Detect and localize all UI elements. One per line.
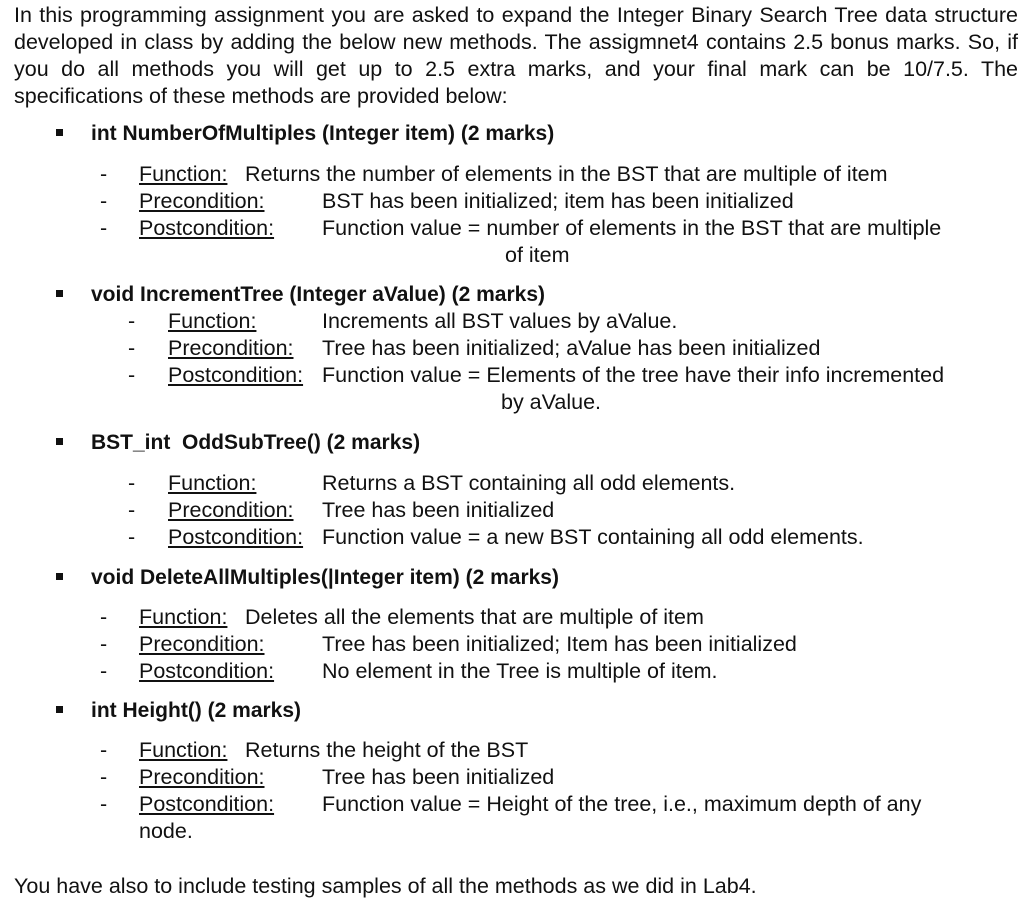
method-header [0, 281, 1024, 308]
list-dash: - [100, 632, 108, 656]
method-title: int NumberOfMultiples (Integer item) (2 marks) [91, 122, 555, 145]
method-header [0, 697, 1024, 724]
precondition-label: Precondition: [168, 498, 294, 522]
postcondition-row [0, 524, 1024, 551]
precondition-row [0, 497, 1024, 524]
precondition-row [0, 188, 1024, 215]
function-label: Function: [139, 162, 228, 186]
precondition-value: BST has been initialized; item has been initialized [322, 189, 794, 213]
function-row [0, 470, 1024, 497]
postcondition-value: Function value = number of elements in the BST that are multiple [322, 216, 942, 240]
list-dash: - [100, 792, 108, 816]
method-title: void IncrementTree (Integer aValue) (2 marks) [91, 283, 546, 306]
function-value: Returns a BST containing all odd elements. [322, 471, 736, 495]
function-value: Returns the number of elements in the BST that are multiple of item [245, 162, 888, 186]
precondition-label: Precondition: [139, 632, 265, 656]
function-label: Function: [139, 605, 228, 629]
postcondition-label: Postcondition: [168, 363, 304, 387]
footer-note: You have also to include testing samples of all the methods as we did in Lab4. [14, 874, 757, 898]
method-title: BST_int OddSubTree() (2 marks) [91, 431, 421, 454]
list-dash: - [100, 605, 108, 629]
function-value: Increments all BST values by aValue. [322, 309, 678, 333]
precondition-value: Tree has been initialized; aValue has been initialized [322, 336, 821, 360]
postcondition-label: Postcondition: [168, 525, 304, 549]
postcondition-value: No element in the Tree is multiple of item. [322, 659, 718, 683]
function-value: Returns the height of the BST [245, 738, 529, 762]
postcondition-continuation [0, 389, 1024, 416]
precondition-value: Tree has been initialized [322, 765, 555, 789]
precondition-label: Precondition: [139, 189, 265, 213]
list-dash: - [128, 309, 136, 333]
list-dash: - [100, 162, 108, 186]
postcondition-value-cont: of item [505, 243, 570, 267]
bullet-icon [56, 129, 63, 136]
bullet-icon [56, 573, 63, 580]
bullet-icon [56, 706, 63, 713]
postcondition-value-cont: by aValue. [501, 390, 602, 414]
list-dash: - [128, 363, 136, 387]
method-header [0, 429, 1024, 456]
bullet-icon [56, 438, 63, 445]
function-row [0, 161, 1024, 188]
list-dash: - [128, 471, 136, 495]
postcondition-value: Function value = Height of the tree, i.e., maximum depth of any [322, 792, 922, 816]
list-dash: - [100, 216, 108, 240]
precondition-value: Tree has been initialized; Item has been initialized [322, 632, 797, 656]
list-dash: - [100, 659, 108, 683]
list-dash: - [100, 189, 108, 213]
list-dash: - [100, 738, 108, 762]
method-title: void DeleteAllMultiples(|Integer item) (2 marks) [91, 566, 559, 589]
function-label: Function: [168, 471, 257, 495]
function-row [0, 737, 1024, 764]
function-value: Deletes all the elements that are multiple of item [245, 605, 704, 629]
postcondition-row [0, 362, 1024, 389]
list-dash: - [128, 498, 136, 522]
method-title: int Height() (2 marks) [91, 699, 302, 722]
precondition-value: Tree has been initialized [322, 498, 555, 522]
postcondition-value-cont: node. [139, 819, 193, 843]
postcondition-row [0, 658, 1024, 685]
list-dash: - [128, 525, 136, 549]
postcondition-label: Postcondition: [139, 216, 275, 240]
precondition-label: Precondition: [139, 765, 265, 789]
method-header [0, 120, 1024, 147]
bullet-icon [56, 290, 63, 297]
function-row [0, 308, 1024, 335]
precondition-row [0, 335, 1024, 362]
postcondition-value: Function value = a new BST containing all odd elements. [322, 525, 864, 549]
postcondition-continuation [0, 242, 1024, 269]
function-label: Function: [139, 738, 228, 762]
list-dash: - [128, 336, 136, 360]
intro-paragraph: In this programming assignment you are asked to expand the Integer Binary Search Tree data structure developed in class by adding the below new methods. The assigmnet4 contains 2.5 bonus marks. So, if you do all methods you will get up to 2.5 extra marks, and your final mark can be 10/7.5. The specifications of these methods are provided below: [14, 3, 1018, 108]
precondition-row [0, 764, 1024, 791]
function-row [0, 604, 1024, 631]
postcondition-label: Postcondition: [139, 659, 275, 683]
method-header [0, 564, 1024, 591]
list-dash: - [100, 765, 108, 789]
postcondition-row [0, 791, 1024, 818]
postcondition-continuation [0, 818, 1024, 845]
precondition-label: Precondition: [168, 336, 294, 360]
function-label: Function: [168, 309, 257, 333]
precondition-row [0, 631, 1024, 658]
postcondition-label: Postcondition: [139, 792, 275, 816]
postcondition-row [0, 215, 1024, 242]
postcondition-value: Function value = Elements of the tree have their info incremented [322, 363, 945, 387]
